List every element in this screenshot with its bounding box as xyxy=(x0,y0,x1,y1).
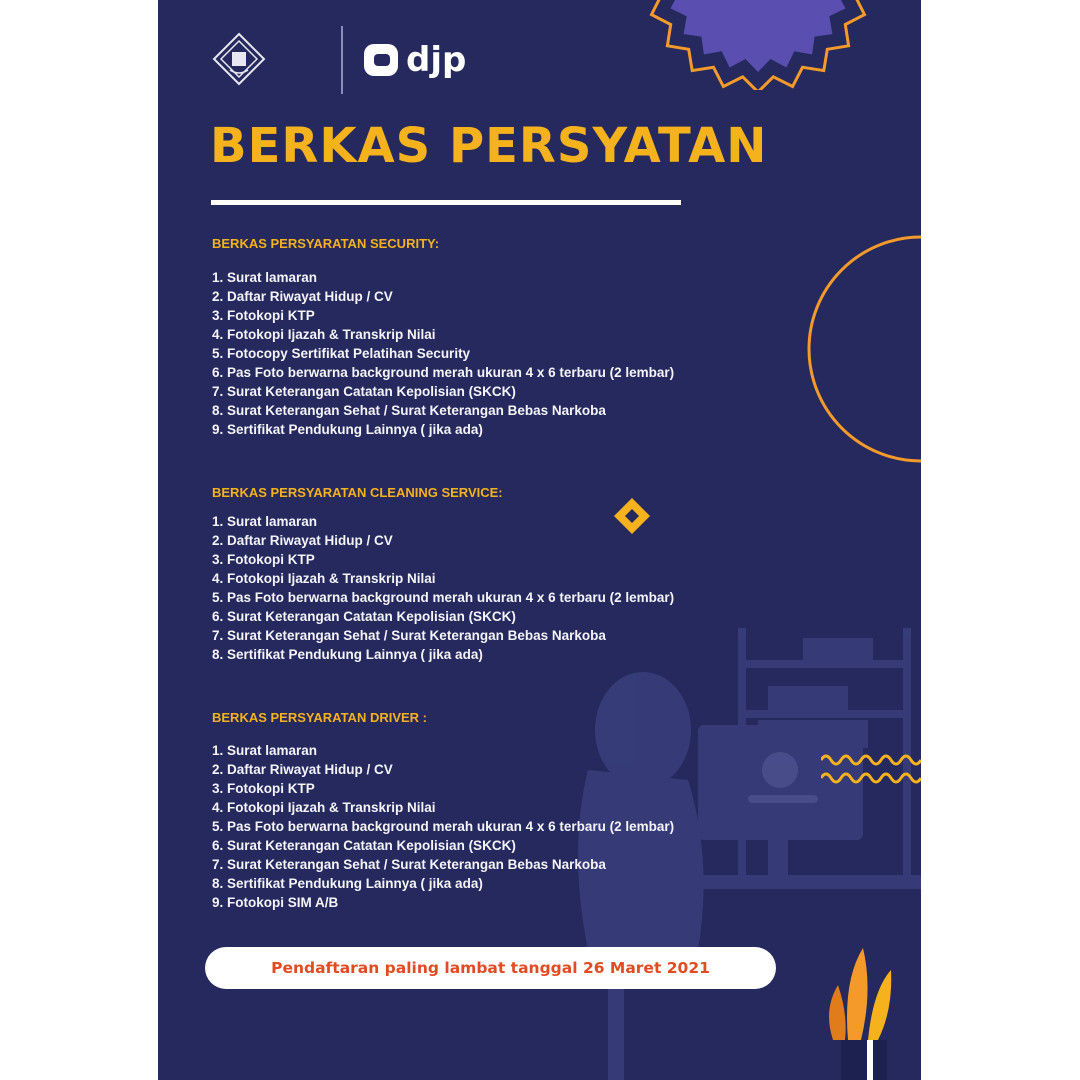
list-item: 8. Sertifikat Pendukung Lainnya ( jika ada) xyxy=(212,647,483,662)
half-circle-decoration xyxy=(803,233,921,468)
list-item: 5. Fotocopy Sertifikat Pelatihan Security xyxy=(212,346,471,361)
list-item: 4. Fotokopi Ijazah & Transkrip Nilai xyxy=(212,800,436,815)
page-title: BERKAS PERSYATAN xyxy=(210,118,768,174)
list-item: 4. Fotokopi Ijazah & Transkrip Nilai xyxy=(212,571,436,586)
list-item: 5. Pas Foto berwarna background merah ukuran 4 x 6 terbaru (2 lembar) xyxy=(212,590,675,605)
djp-logo-text: djp xyxy=(406,40,467,80)
logo-divider xyxy=(341,26,343,94)
list-item: 8. Sertifikat Pendukung Lainnya ( jika ada) xyxy=(212,876,483,891)
requirements-list-security xyxy=(212,268,674,439)
plant-illustration xyxy=(813,940,921,1080)
list-item: 1. Surat lamaran xyxy=(212,514,318,529)
list-item: 1. Surat lamaran xyxy=(212,743,318,758)
list-item: 7. Surat Keterangan Catatan Kepolisian (SKCK) xyxy=(212,384,516,399)
list-item: 2. Daftar Riwayat Hidup / CV xyxy=(212,762,393,777)
list-item: 6. Pas Foto berwarna background merah ukuran 4 x 6 terbaru (2 lembar) xyxy=(212,365,675,380)
poster xyxy=(158,0,921,1080)
deadline-banner: Pendaftaran paling lambat tanggal 26 Maret 2021 xyxy=(205,947,776,989)
list-item: 3. Fotokopi KTP xyxy=(212,308,315,323)
list-item: 8. Surat Keterangan Sehat / Surat Keterangan Bebas Narkoba xyxy=(212,403,606,418)
title-underline xyxy=(211,200,681,205)
list-item: 2. Daftar Riwayat Hidup / CV xyxy=(212,289,393,304)
section-heading-driver: BERKAS PERSYARATAN DRIVER : xyxy=(212,710,428,725)
list-item: 5. Pas Foto berwarna background merah ukuran 4 x 6 terbaru (2 lembar) xyxy=(212,819,675,834)
section-heading-security: BERKAS PERSYARATAN SECURITY: xyxy=(212,236,440,251)
list-item: 7. Surat Keterangan Sehat / Surat Keterangan Bebas Narkoba xyxy=(212,628,606,643)
list-item: 3. Fotokopi KTP xyxy=(212,552,315,567)
ministry-emblem-icon xyxy=(212,32,266,86)
list-item: 2. Daftar Riwayat Hidup / CV xyxy=(212,533,393,548)
list-item: 9. Sertifikat Pendukung Lainnya ( jika ada) xyxy=(212,422,483,437)
sunburst-decoration xyxy=(628,0,888,90)
list-item: 6. Surat Keterangan Catatan Kepolisian (SKCK) xyxy=(212,838,516,853)
list-item: 4. Fotokopi Ijazah & Transkrip Nilai xyxy=(212,327,436,342)
list-item: 7. Surat Keterangan Sehat / Surat Keterangan Bebas Narkoba xyxy=(212,857,606,872)
list-item: 6. Surat Keterangan Catatan Kepolisian (SKCK) xyxy=(212,609,516,624)
requirements-list-cleaning-service xyxy=(212,512,674,664)
djp-logo-icon xyxy=(362,40,402,80)
wave-decoration xyxy=(821,745,921,795)
list-item: 9. Fotokopi SIM A/B xyxy=(212,895,339,910)
list-item: 1. Surat lamaran xyxy=(212,270,318,285)
requirements-list-driver xyxy=(212,741,674,912)
section-heading-cleaning-service: BERKAS PERSYARATAN CLEANING SERVICE: xyxy=(212,485,503,500)
list-item: 3. Fotokopi KTP xyxy=(212,781,315,796)
